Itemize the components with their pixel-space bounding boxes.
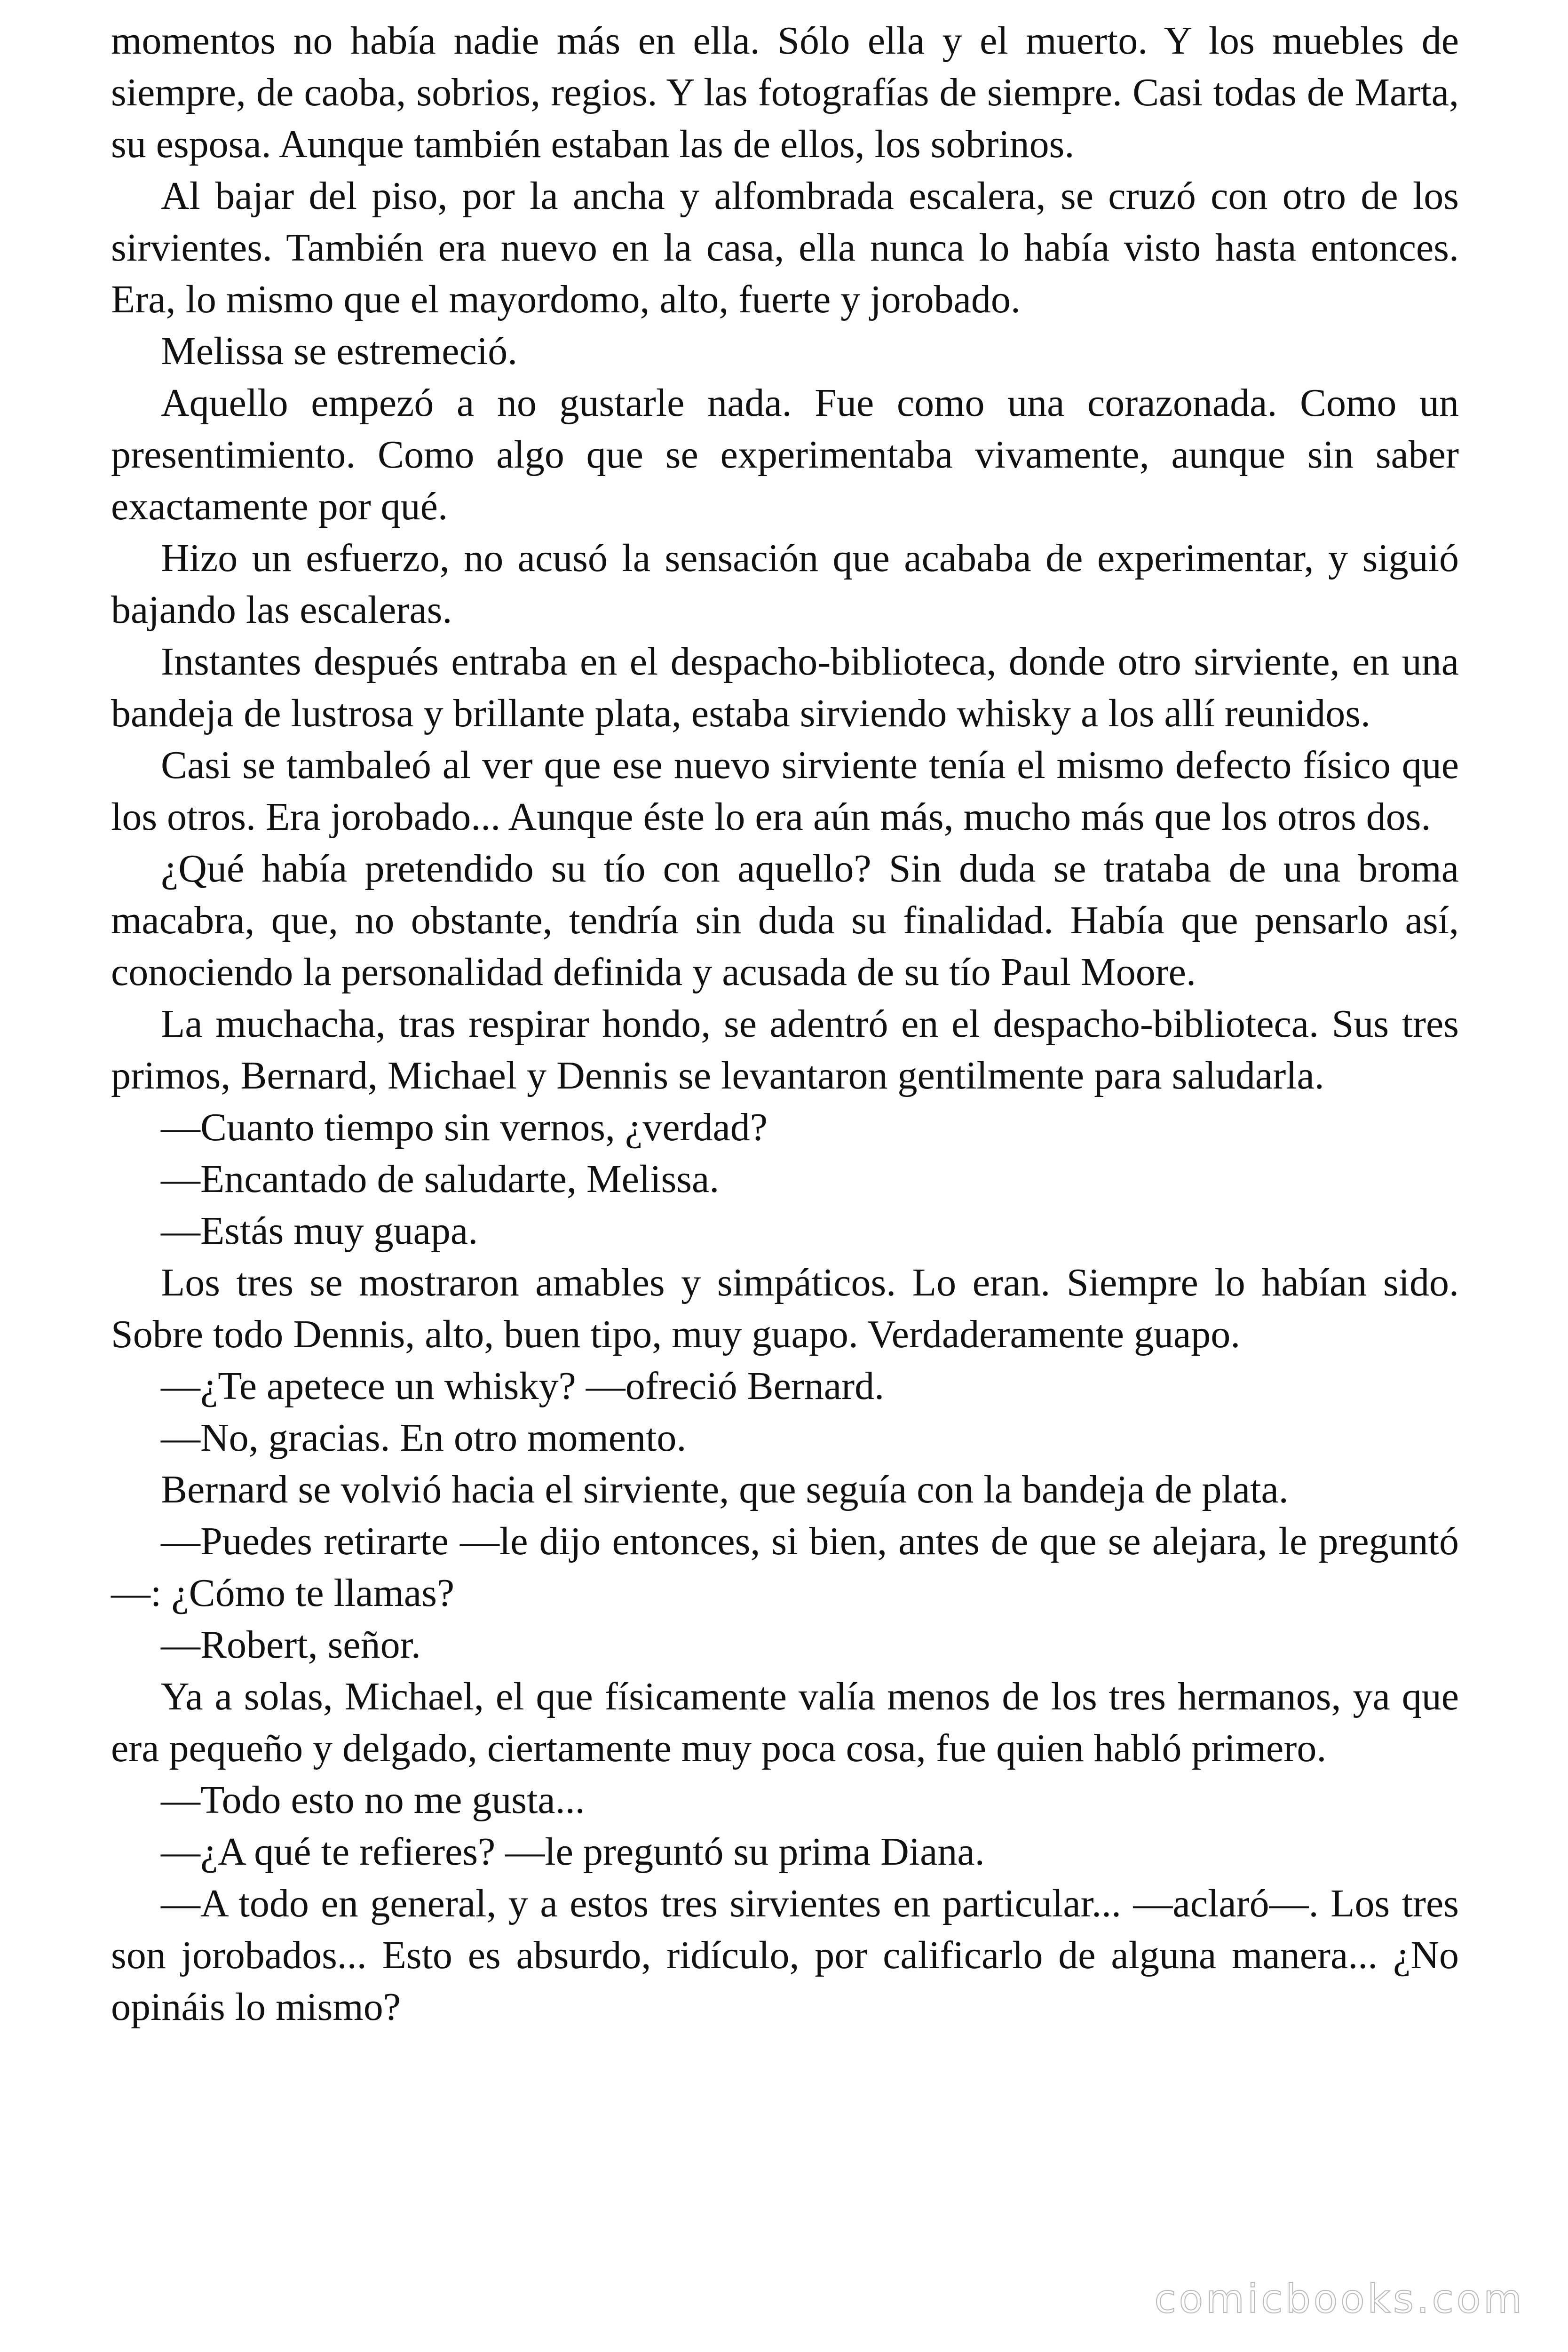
paragraph: Al bajar del piso, por la ancha y alfombrada escalera, se cruzó con otro de los sirvientes. También era nuevo en la casa, ella nunca lo había visto hasta entonces. Era, lo mismo que el mayordomo, alto, fuerte y jorobado.	[111, 174, 1459, 321]
paragraph: Instantes después entraba en el despacho-biblioteca, donde otro sirviente, en una bandeja de lustrosa y brillante plata, estaba sirviendo whisky a los allí reunidos.	[111, 640, 1459, 735]
dialogue-line: —Estás muy guapa.	[161, 1209, 478, 1253]
dialogue-line: —Encantado de saludarte, Melissa.	[161, 1157, 720, 1201]
paragraph: Aquello empezó a no gustarle nada. Fue como una corazonada. Como un presentimiento. Como algo que se experimentaba vivamente, aunque sin saber exactamente por qué.	[111, 381, 1459, 528]
paragraph: Casi se tambaleó al ver que ese nuevo sirviente tenía el mismo defecto físico que los otros. Era jorobado... Aunque éste lo era aún más, mucho más que los otros dos.	[111, 743, 1459, 839]
paragraph: momentos no había nadie más en ella. Sólo ella y el muerto. Y los muebles de siempre, de caoba, sobrios, regios. Y las fotografías de siempre. Casi todas de Marta, su esposa. Aunque también estaban las de ellos, los sobrinos.	[111, 19, 1459, 166]
dialogue-line: —No, gracias. En otro momento.	[161, 1416, 687, 1460]
paragraph: Melissa se estremeció.	[161, 329, 518, 373]
paragraph: Hizo un esfuerzo, no acusó la sensación que acababa de experimentar, y siguió bajando las escaleras.	[111, 536, 1459, 632]
dialogue-line: —A todo en general, y a estos tres sirvientes en particular... —aclaró—. Los tres son jorobados... Esto es absurdo, ridículo, por calificarlo de alguna manera... ¿No opináis lo mismo?	[111, 1882, 1459, 2029]
paragraph: Los tres se mostraron amables y simpáticos. Lo eran. Siempre lo habían sido. Sobre todo Dennis, alto, buen tipo, muy guapo. Verdaderamente guapo.	[111, 1261, 1459, 1356]
paragraph: La muchacha, tras respirar hondo, se adentró en el despacho-biblioteca. Sus tres primos, Bernard, Michael y Dennis se levantaron gentilmente para saludarla.	[111, 1002, 1459, 1097]
dialogue-line: —Todo esto no me gusta...	[161, 1778, 585, 1822]
dialogue-line: —¿A qué te refieres? —le preguntó su prima Diana.	[161, 1830, 985, 1874]
book-page-text	[111, 15, 1459, 2033]
dialogue-line: —¿Te apetece un whisky? —ofreció Bernard.	[161, 1364, 885, 1408]
dialogue-line: —Robert, señor.	[161, 1623, 421, 1667]
paragraph: Bernard se volvió hacia el sirviente, que seguía con la bandeja de plata.	[161, 1468, 1289, 1511]
dialogue-line: —Puedes retirarte —le dijo entonces, si bien, antes de que se alejara, le preguntó—: ¿Cómo te llamas?	[111, 1519, 1459, 1615]
watermark-text: comicbooks.com	[1154, 2276, 1525, 2322]
paragraph: ¿Qué había pretendido su tío con aquello? Sin duda se trataba de una broma macabra, que, no obstante, tendría sin duda su finalidad. Había que pensarlo así, conociendo la personalidad definida y acusada de su tío Paul Moore.	[111, 847, 1459, 994]
dialogue-line: —Cuanto tiempo sin vernos, ¿verdad?	[161, 1105, 768, 1149]
paragraph: Ya a solas, Michael, el que físicamente valía menos de los tres hermanos, ya que era pequeño y delgado, ciertamente muy poca cosa, fue quien habló primero.	[111, 1675, 1459, 1770]
